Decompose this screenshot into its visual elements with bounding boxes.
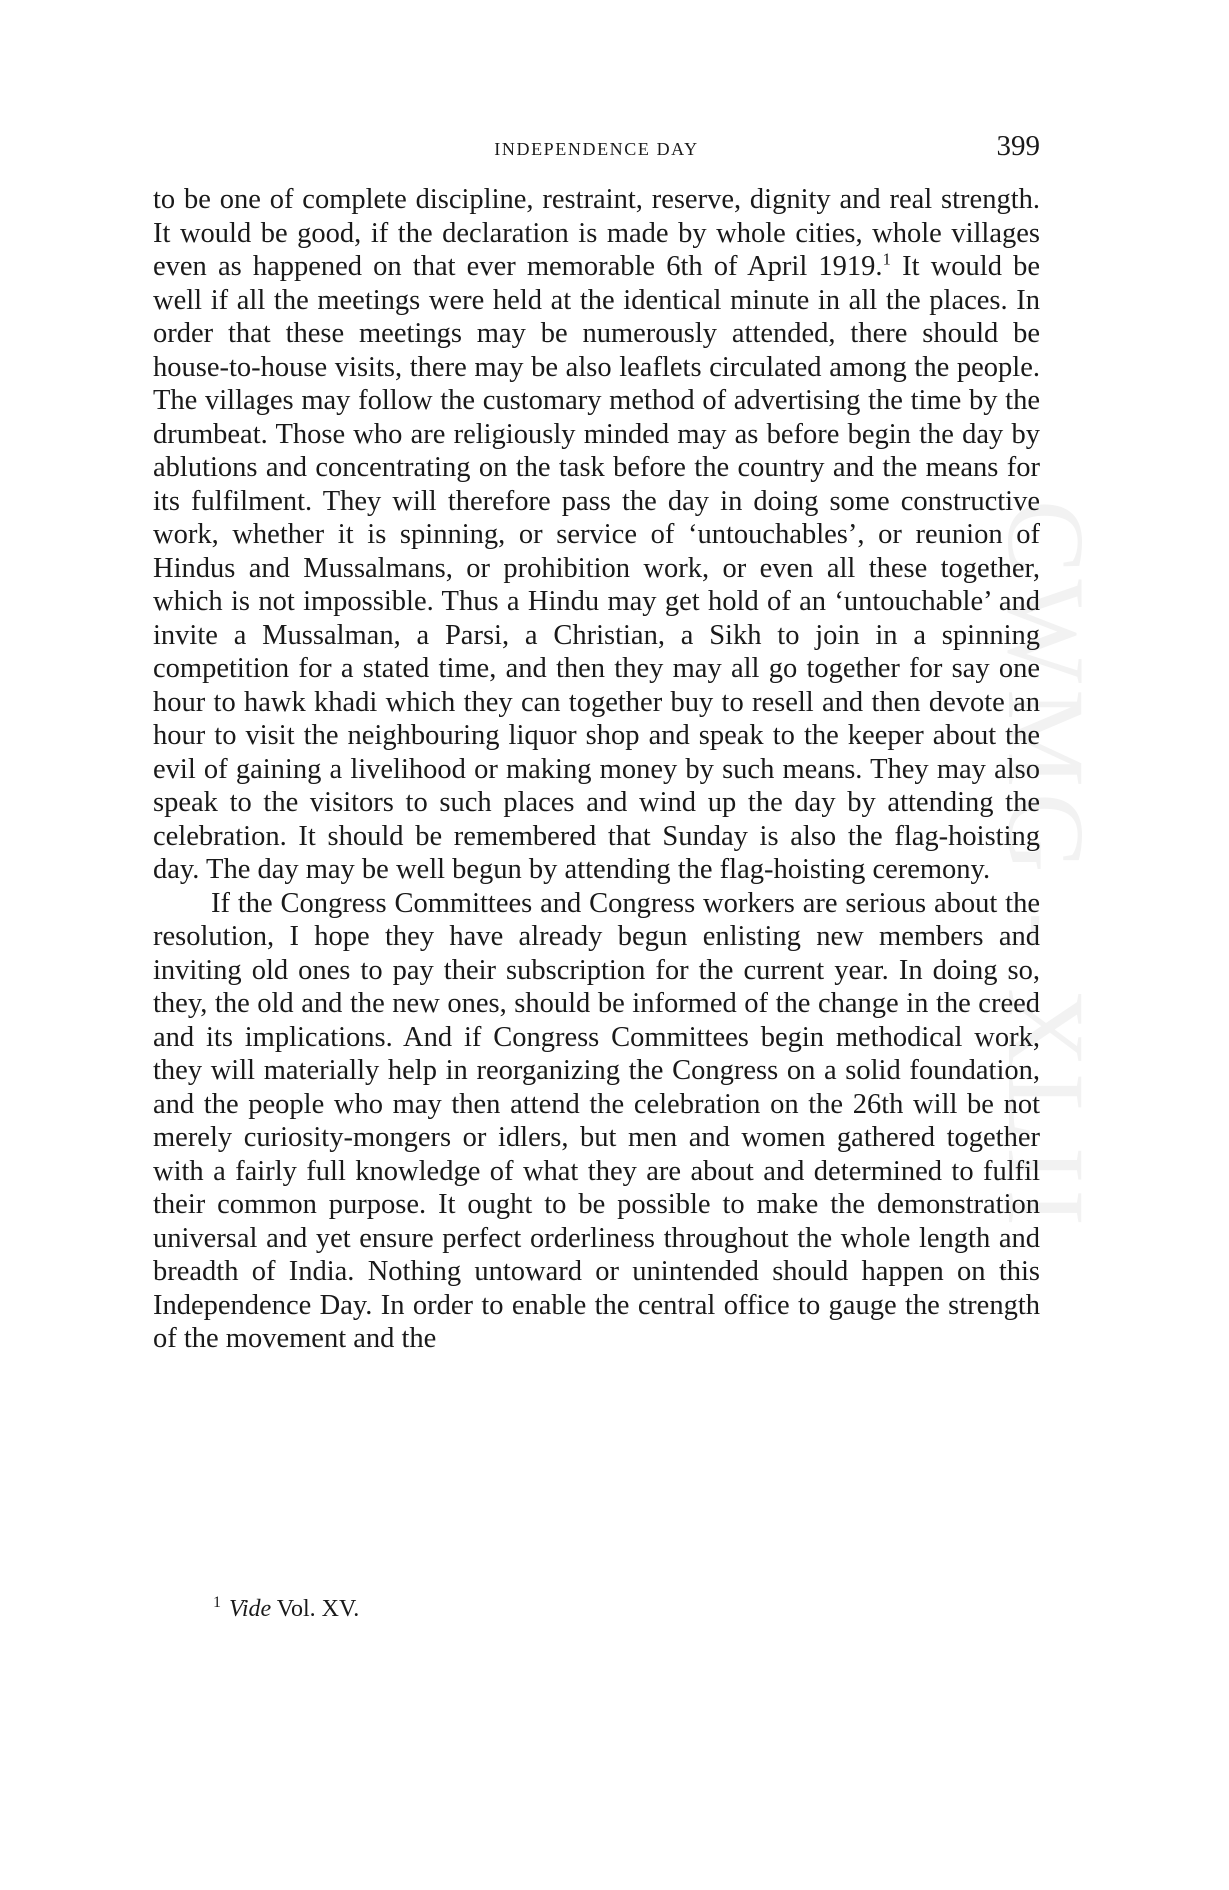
page-number: 399 (996, 130, 1040, 162)
footnote-marker: 1 (213, 1594, 221, 1611)
footnote-text: Vol. XV. (271, 1596, 360, 1622)
paragraph-1 (153, 183, 1040, 887)
watermark-text: CWMG - XLII (985, 500, 1107, 1232)
paragraph-1-part-a: to be one of complete discipline, restraint, reserve, dignity and real strength. It would be good, if the declaration is made by whole cities, whole villages even as happened on that ever memorable 6th of April 1919. (153, 184, 1040, 282)
paragraph-2: If the Congress Committees and Congress workers are serious about the resolution, I hope they have already begun enlisting new members and inviting old ones to pay their subscription for the current year. In doing so, they, the old and the new ones, should be informed of the change in the creed and its implications. And if Congress Committees begin methodical work, they will materially help in reorganizing the Congress on a solid foundation, and the people who may then attend the celebration on the 26th will be not merely curiosity-mongers or idlers, but men and women gathered together with a fairly full knowledge of what they are about and determined to fulfil their common purpose. It ought to be possible to make the demonstration universal and yet ensure perfect orderliness throughout the whole length and breadth of India. Nothing untoward or unintended should happen on this Independence Day. In order to enable the central office to gauge the strength of the movement and the (153, 887, 1040, 1354)
running-head (153, 130, 1040, 170)
footnote (213, 1594, 359, 1624)
paragraph-1-part-b: It would be well if all the meetings were held at the identical minute in all the places. In order that these meetings may be numerously attended, there should be house-to-house visits, there may be also leaflets circulated among the people. The villages may follow the customary method of advertising the time by the drumbeat. Those who are religiously minded may as before begin the day by ablutions and concentrating on the task before the country and the means for its fulfilment. They will therefore pass the day in doing some constructive work, whether it is spinning, or service of ‘untouchables’, or reunion of Hindus and Mussalmans, or prohibition work, or even all these together, which is not impossible. Thus a Hindu may get hold of an ‘untouchable’ and invite a Mussalman, a Parsi, a Christian, a Sikh to join in a spinning competition for a stated time, and then they may all go together for say one hour to hawk khadi which they can together buy to resell and then devote an hour to visit the neighbouring liquor shop and speak to the keeper about the evil of gaining a livelihood or making money by such means. They may also speak to the visitors to such places and wind up the day by attending the celebration. It should be remembered that Sunday is also the flag-hoisting day. The day may be well begun by attending the flag-hoisting ceremony. (153, 251, 1040, 885)
body-text (153, 183, 1040, 1356)
footnote-italic: Vide (229, 1596, 272, 1622)
running-title: INDEPENDENCE DAY (494, 139, 699, 159)
footnote-reference: 1 (882, 249, 891, 269)
